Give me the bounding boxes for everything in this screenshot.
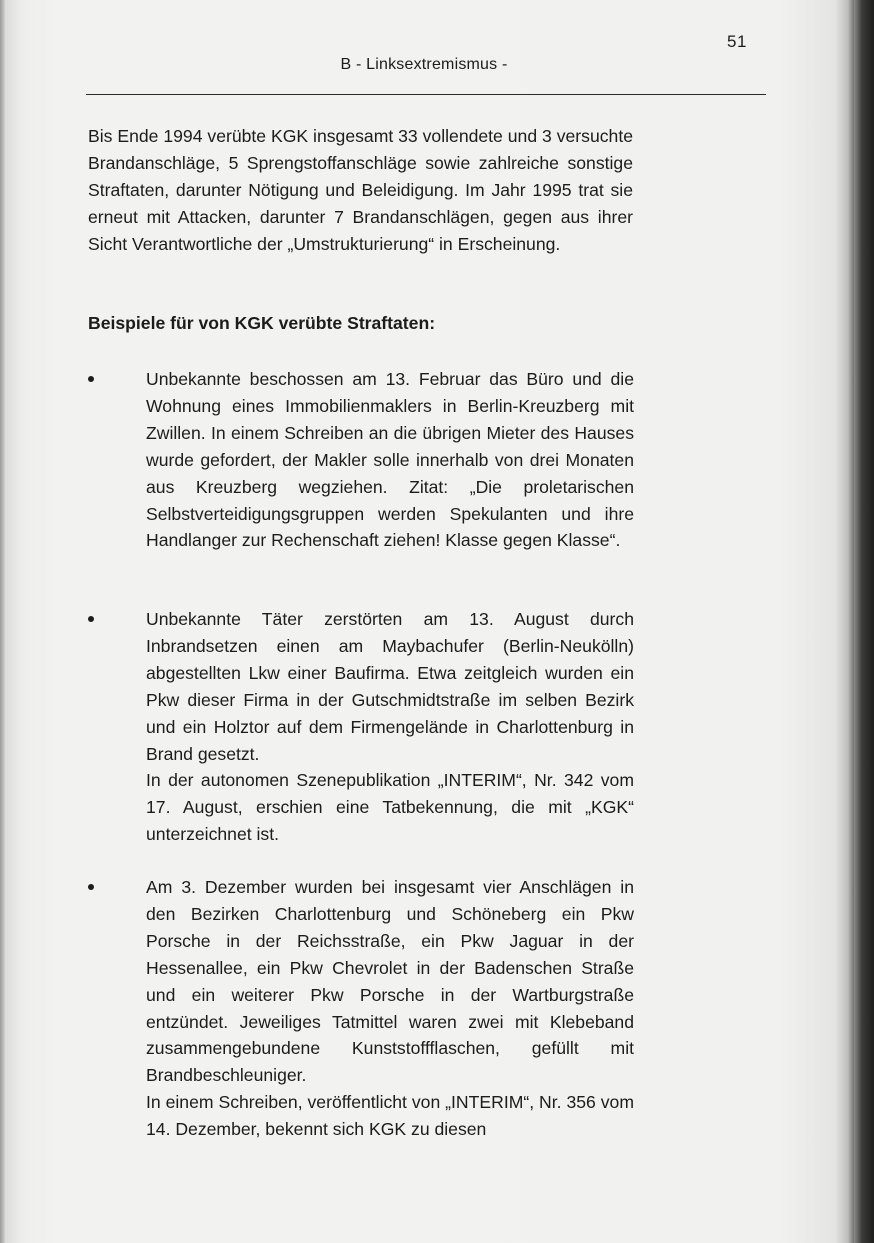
example-paragraph: In einem Schreiben, veröffentlicht von „INTERIM“, Nr. 356 vom 14. Dezember, bekennt sich KGK zu diesen <box>146 1092 634 1140</box>
page-number: 51 <box>727 32 747 51</box>
bullet-icon <box>88 376 94 382</box>
running-header: B - Linksextremismus - <box>340 56 508 73</box>
example-paragraph: In der autonomen Szenepublikation „INTERIM“, Nr. 342 vom 17. August, erschien eine Tatbekennung, die mit „KGK“ unterzeichnet ist. <box>146 770 634 845</box>
section-heading: Beispiele für von KGK verübte Straftaten: <box>88 313 436 333</box>
example-paragraph: Unbekannte Täter zerstörten am 13. August durch Inbrandsetzen einen am Maybachufer (Berlin-Neukölln) abgestellten Lkw einer Baufirma. Etwa zeitgleich wurden ein Pkw dieser Firma in der Gutschmidtstraße im selben Bezirk und ein Holztor auf dem Firmengelände in Charlottenburg in Brand gesetzt. <box>146 609 634 764</box>
bullet-icon <box>88 884 94 890</box>
bullet-icon <box>88 616 94 622</box>
header-divider <box>86 94 766 95</box>
page-left-edge <box>0 0 5 1243</box>
intro-paragraph: Bis Ende 1994 verübte KGK insgesamt 33 vollendete und 3 versuchte Brandanschläge, 5 Sprengstoffanschläge sowie zahlreiche sonstige Straftaten, darunter Nötigung und Beleidigung. Im Jahr 1995 trat sie erneut mit Attacken, darunter 7 Brandanschlägen, gegen aus ihrer Sicht Verantwortliche der „Umstrukturierung“ in Erscheinung. <box>88 126 633 254</box>
book-spine-shadow <box>854 0 874 1243</box>
example-paragraph: Am 3. Dezember wurden bei insgesamt vier Anschlägen in den Bezirken Charlottenburg und Schöneberg ein Pkw Porsche in der Reichsstraße, ein Pkw Jaguar in der Hessenallee, ein Pkw Chevrolet in der Badenschen Straße und ein weiterer Pkw Porsche in der Wartburgstraße entzündet. Jeweiliges Tatmittel waren zwei mit Klebeband zusammengebundene Kunststoffflaschen, gefüllt mit Brandbeschleuniger. <box>146 877 634 1086</box>
example-paragraph: Unbekannte beschossen am 13. Februar das Büro und die Wohnung eines Immobilienmaklers in Berlin-Kreuzberg mit Zwillen. In einem Schreiben an die übrigen Mieter des Hauses wurde gefordert, der Makler solle innerhalb von drei Monaten aus Kreuzberg wegziehen. Zitat: „Die proletarischen Selbstverteidigungsgruppen werden Spekulanten und ihre Handlanger zur Rechenschaft ziehen! Klasse gegen Klasse“. <box>146 369 634 551</box>
